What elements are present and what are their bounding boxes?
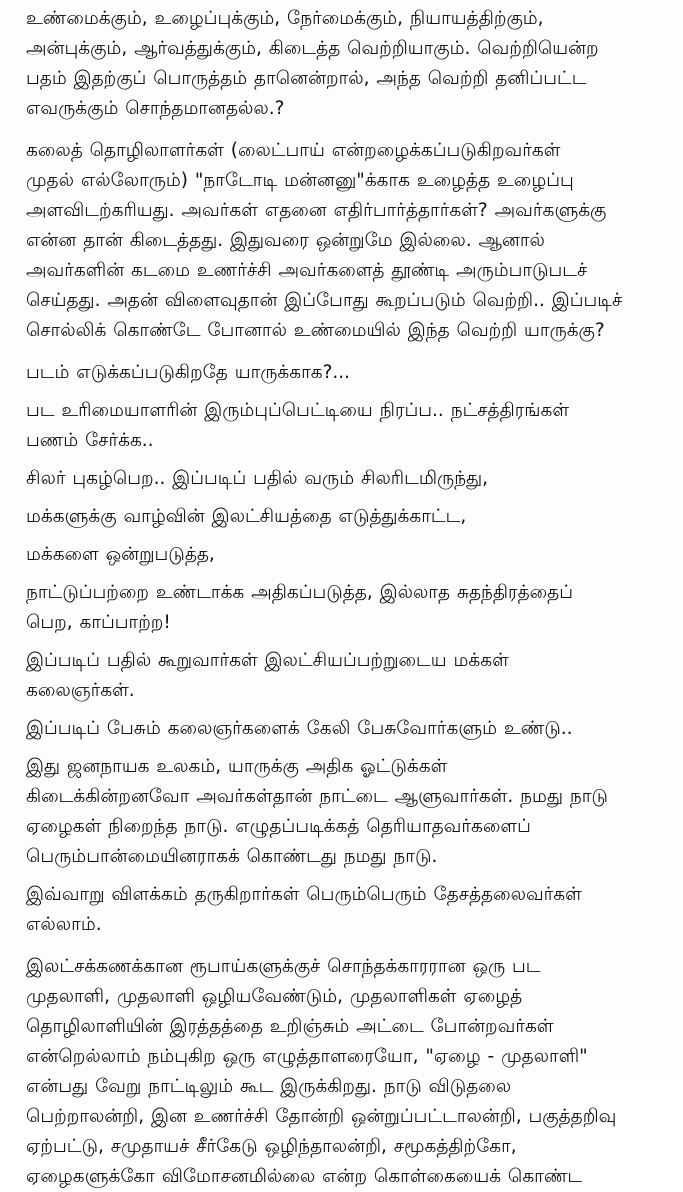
text-line: உண்மைக்கும், உழைப்புக்கும், நேர்மைக்கும், நியாயத்திற்கும், (26, 8, 544, 29)
text-line: முதலாளி, முதலாளி ஒழியவேண்டும், முதலாளிகள் ஏழைத் (26, 986, 523, 1007)
text-line: முதல் எல்லோரும்) "நாடோடி மன்னனு"க்காக உழைத்த உழைப்பு (26, 170, 574, 191)
text-line: கலைத் தொழிலாளர்கள் (லைட்பாய் என்றழைக்கப்படுகிறவர்கள் (26, 140, 561, 161)
paragraph-4 (26, 396, 669, 456)
paragraph-3 (26, 358, 669, 388)
paragraph-1 (26, 4, 669, 124)
paragraph-13 (26, 952, 669, 1192)
text-line: என்ன தான் கிடைத்தது. இதுவரை ஒன்றுமே இல்லை. ஆனால் (26, 230, 545, 251)
text-line: கலைஞர்கள். (26, 680, 135, 701)
text-line: என்றெல்லாம் நம்புகிற ஒரு எழுத்தாளரையோ, "ஏழை - முதலாளி" (26, 1046, 588, 1067)
text-line: ஏழைகளுக்கோ விமோசனமில்லை என்ற கொள்கையைக் கொண்ட (26, 1166, 583, 1187)
text-line: அன்புக்கும், ஆர்வத்துக்கும், கிடைத்த வெற்றியாகும். வெற்றியென்ற (26, 38, 599, 59)
paragraph-11 (26, 752, 669, 872)
text-line: பதம் இதற்குப் பொருத்தம் தானென்றால், அந்த வெற்றி தனிப்பட்ட (26, 68, 587, 89)
paragraph-6 (26, 502, 669, 532)
text-line: மக்களுக்கு வாழ்வின் இலட்சியத்தை எடுத்துக்காட்ட, (26, 506, 467, 527)
paragraph-10 (26, 714, 669, 744)
text-line: சொல்லிக் கொண்டே போனால் உண்மையில் இந்த வெற்றி யாருக்கு? (26, 320, 605, 341)
text-line: பட உரிமையாளரின் இரும்புப்பெட்டியை நிரப்ப.. நட்சத்திரங்கள் (26, 400, 570, 421)
text-line: அளவிடற்கரியது. அவர்கள் எதனை எதிர்பார்த்தார்கள்? அவர்களுக்கு (26, 200, 607, 221)
text-line: சிலர் புகழ்பெற.. இப்படிப் பதில் வரும் சிலரிடமிருந்து, (26, 468, 488, 489)
paragraph-7 (26, 540, 669, 570)
text-line: ஏழைகள் நிறைந்த நாடு. எழுதப்படிக்கத் தெரியாதவர்களைப் (26, 816, 531, 837)
paragraph-9 (26, 646, 669, 706)
text-line: எவருக்கும் சொந்தமானதல்ல.? (26, 98, 285, 119)
text-line: தொழிலாளியின் இரத்தத்தை உறிஞ்சும் அட்டை போன்றவர்கள் (26, 1016, 554, 1037)
paragraph-12 (26, 880, 669, 940)
text-line: செய்தது. அதன் விளைவுதான் இப்போது கூறப்படும் வெற்றி.. இப்படிச் (26, 290, 623, 311)
paragraph-8 (26, 578, 669, 638)
text-line: மக்களை ஒன்றுபடுத்த, (26, 544, 215, 565)
text-line: அவர்களின் கடமை உணர்ச்சி அவர்களைத் தூண்டி அரும்பாடுபடச் (26, 260, 588, 281)
text-line: இலட்சக்கணக்கான ரூபாய்களுக்குச் சொந்தக்காரரான ஒரு பட (26, 956, 541, 977)
text-line: எல்லாம். (26, 914, 102, 935)
text-line: பெரும்பான்மையினராகக் கொண்டது நமது நாடு. (26, 846, 438, 867)
text-line: பணம் சேர்க்க.. (26, 430, 154, 451)
text-line: இது ஜனநாயக உலகம், யாருக்கு அதிக ஓட்டுக்கள் (26, 756, 448, 777)
text-line: கிடைக்கின்றனவோ அவர்கள்தான் நாட்டை ஆளுவார்கள். நமது நாடு (26, 786, 608, 807)
text-line: ஏற்பட்டு, சமுதாயச் சீர்கேடு ஒழிந்தாலன்றி, சமூகத்திற்கோ, (26, 1136, 517, 1157)
text-line: பெற, காப்பாற்ற! (26, 612, 171, 633)
text-line: இப்படிப் பதில் கூறுவார்கள் இலட்சியப்பற்றுடைய மக்கள் (26, 650, 509, 671)
text-line: பெற்றாலன்றி, இன உணர்ச்சி தோன்றி ஒன்றுப்பட்டாலன்றி, பகுத்தறிவு (26, 1106, 617, 1127)
paragraph-5 (26, 464, 669, 494)
text-line: இப்படிப் பேசும் கலைஞர்களைக் கேலி பேசுவோர்களும் உண்டு.. (26, 718, 573, 739)
text-line: படம் எடுக்கப்படுகிறதே யாருக்காக?... (26, 362, 351, 383)
text-line: என்பது வேறு நாட்டிலும் கூட இருக்கிறது. நாடு விடுதலை (26, 1076, 512, 1097)
text-line: நாட்டுப்பற்றை உண்டாக்க அதிகப்படுத்த, இல்லாத சுதந்திரத்தைப் (26, 582, 573, 603)
text-line: இவ்வாறு விளக்கம் தருகிறார்கள் பெரும்பெரும் தேசத்தலைவர்கள் (26, 884, 582, 905)
paragraph-2 (26, 136, 669, 346)
